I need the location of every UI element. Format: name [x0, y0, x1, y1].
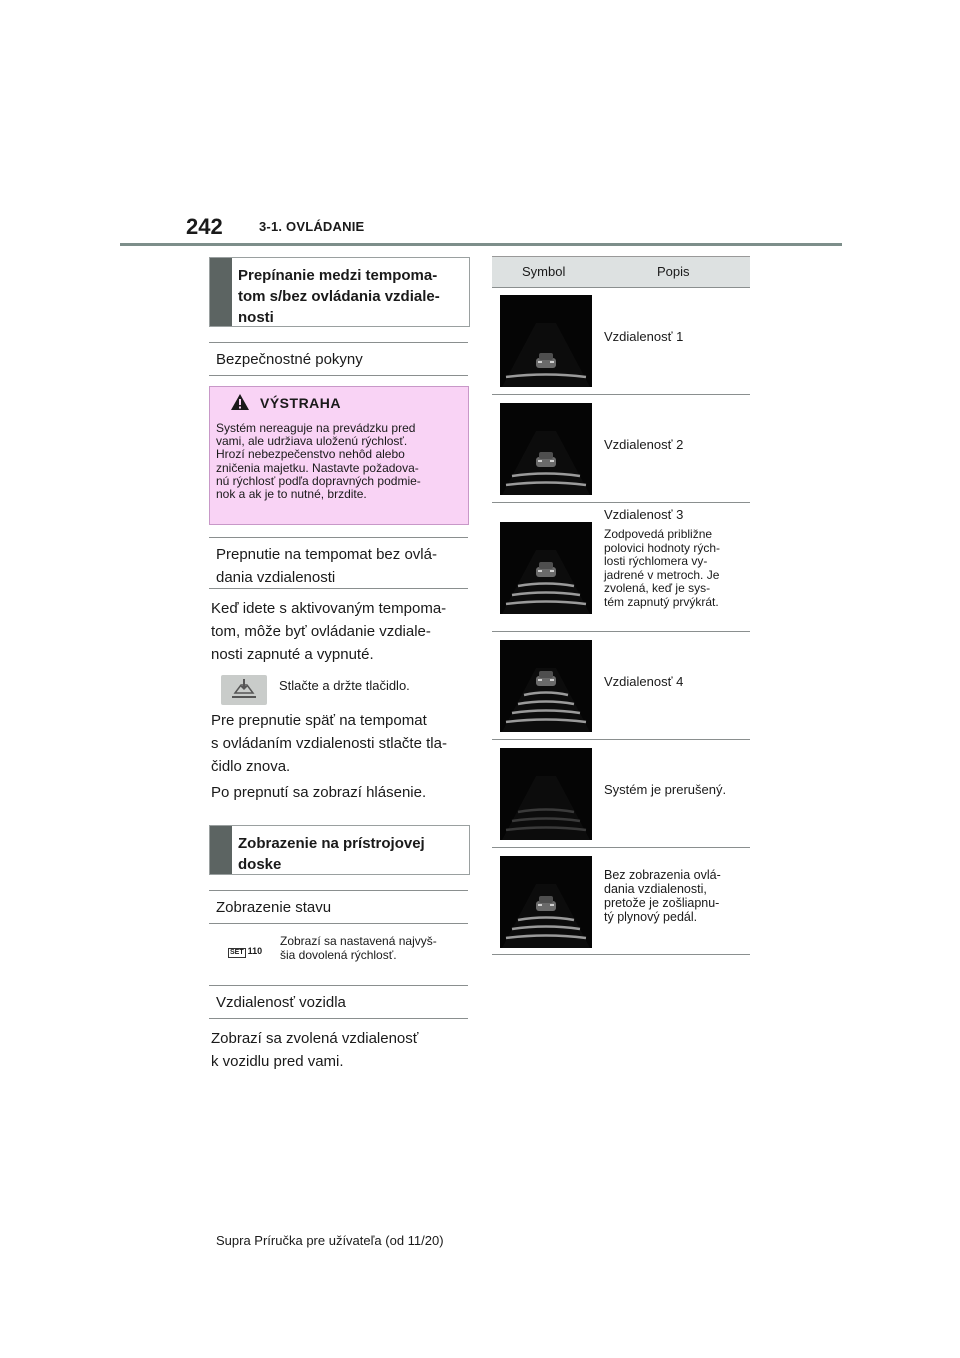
- no-distance-control-icon: [500, 856, 592, 948]
- table-row: Vzdialenosť 3 Zodpovedá približne polovici hodnoty rých- losti rýchlomera vy- jadrené v metroch. Je zvolená, keď je sys- tém zapnutý prvýkrát.: [492, 503, 750, 632]
- warning-box: [209, 386, 469, 525]
- distance-3-icon: [500, 522, 592, 614]
- table-row: Vzdialenosť 2: [492, 395, 750, 503]
- button-instruction: Stlačte a držte tlačidlo.: [279, 678, 410, 693]
- header-rule: [120, 243, 842, 246]
- chapter-title: 3-1. OVLÁDANIE: [259, 219, 365, 234]
- heading-accent-bar: [210, 258, 232, 326]
- table-header: [492, 256, 750, 288]
- paragraph-message: Po prepnutí sa zobrazí hlásenie.: [211, 784, 427, 801]
- distance-2-icon: [500, 403, 592, 495]
- distance-1-icon: [500, 295, 592, 387]
- heading-text: Prepínanie medzi tempoma- tom s/bez ovládania vzdiale- nosti: [238, 267, 440, 326]
- distance-button-icon: [221, 675, 267, 705]
- footer-text: Supra Príručka pre užívateľa (od 11/20): [216, 1233, 444, 1248]
- set-speed-icon: SET 110: [230, 946, 263, 956]
- section-heading-instrument-display: [209, 825, 470, 875]
- table-row: Vzdialenosť 4: [492, 632, 750, 740]
- column-header-symbol: Symbol: [522, 264, 566, 279]
- subheading-status-display: Zobrazenie stavu: [209, 890, 468, 924]
- paragraph-distance: Zobrazí sa zvolená vzdialenosť k vozidlu pred vami.: [211, 1030, 419, 1070]
- table-row: Bez zobrazenia ovlá- dania vzdialenosti, pretože je zošliapnu- tý plynový pedál.: [492, 848, 750, 955]
- table-row: Systém je prerušený.: [492, 740, 750, 848]
- set-speed-description: Zobrazí sa nastavená najvyš- šia dovolená rýchlosť.: [280, 934, 437, 962]
- warning-triangle-icon: [230, 393, 250, 411]
- column-header-description: Popis: [657, 264, 690, 279]
- heading-accent-bar: [210, 826, 232, 874]
- distance-4-icon: [500, 640, 592, 732]
- warning-title: VÝSTRAHA: [260, 395, 342, 411]
- warning-text: Systém nereaguje na prevádzku pred vami, ale udržiava uloženú rýchlosť. Hrozí nebezpečenstvo nehôd alebo zničenia majetku. Nastavte požadova- nú rýchlosť podľa dopravných podmie- nok a ak je to nutné, brzdite.: [216, 421, 421, 502]
- subheading-safety: Bezpečnostné pokyny: [209, 342, 468, 376]
- heading-text: Zobrazenie na prístrojovej doske: [238, 835, 425, 873]
- subheading-switch-to-cruise: Prepnutie na tempomat bez ovlá- dania vzdialenosti: [209, 537, 468, 589]
- table-row: Vzdialenosť 1: [492, 287, 750, 395]
- paragraph-switch-back: Pre prepnutie späť na tempomat s ovládaním vzdialenosti stlačte tla- čidlo znova.: [211, 712, 447, 775]
- subheading-vehicle-distance: Vzdialenosť vozidla: [209, 985, 468, 1019]
- paragraph-activate: Keď idete s aktivovaným tempoma- tom, môže byť ovládanie vzdiale- nosti zapnuté a vypnuté.: [211, 600, 447, 663]
- section-heading-switch-cruise: [209, 257, 470, 327]
- page-number: 242: [186, 214, 223, 239]
- system-interrupted-icon: [500, 748, 592, 840]
